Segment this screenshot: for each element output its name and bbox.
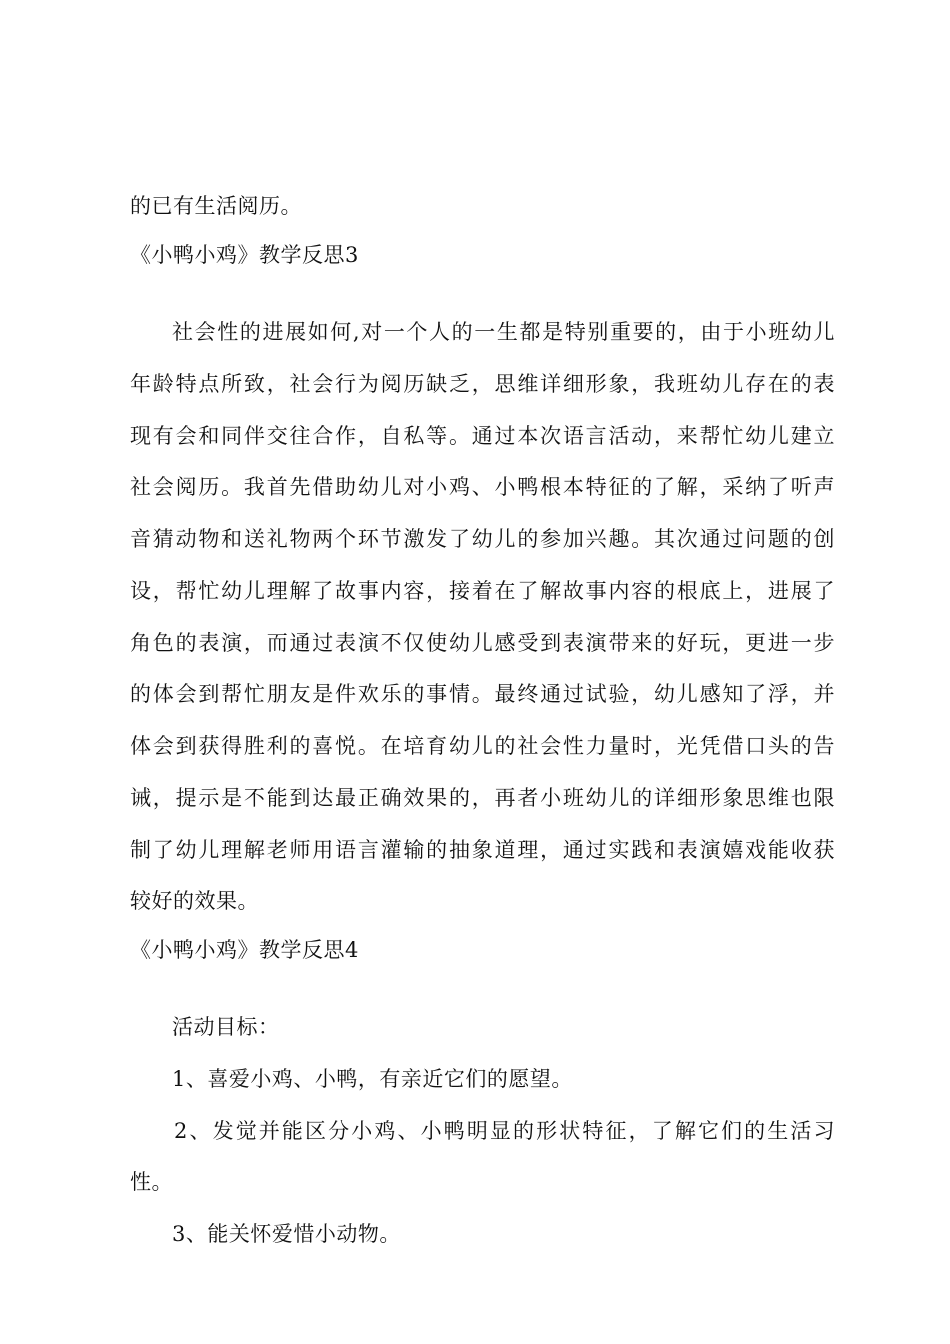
paragraph-line: 的体会到帮忙朋友是件欢乐的事情。最终通过试验，幼儿感知了浮，并 — [130, 682, 835, 706]
paragraph-line: 现有会和同伴交往合作，自私等。通过本次语言活动，来帮忙幼儿建立 — [130, 424, 835, 448]
paragraph-line: 音猜动物和送礼物两个环节激发了幼儿的参加兴趣。其次通过问题的创 — [130, 527, 835, 551]
paragraph-line: 制了幼儿理解老师用语言灌输的抽象道理，通过实践和表演嬉戏能收获 — [130, 838, 835, 862]
paragraph-line: 体会到获得胜利的喜悦。在培育幼儿的社会性力量时，光凭借口头的告 — [130, 734, 835, 758]
paragraph-line: 较好的效果。 — [130, 889, 259, 913]
intro-tail-text: 的已有生活阅历。 — [130, 194, 302, 218]
goal-item-2-continued: 性。 — [130, 1170, 173, 1194]
goal-item-2: 2、发觉并能区分小鸡、小鸭明显的形状特征，了解它们的生活习 — [174, 1119, 835, 1143]
paragraph-line: 社会阅历。我首先借助幼儿对小鸡、小鸭根本特征的了解，采纳了听声 — [130, 475, 835, 499]
paragraph-line: 诫，提示是不能到达最正确效果的，再者小班幼儿的详细形象思维也限 — [130, 786, 835, 810]
paragraph-line: 社会性的进展如何,对一个人的一生都是特别重要的，由于小班幼儿 — [172, 320, 835, 344]
paragraph-line: 年龄特点所致，社会行为阅历缺乏，思维详细形象，我班幼儿存在的表 — [130, 372, 835, 396]
paragraph-line: 设，帮忙幼儿理解了故事内容，接着在了解故事内容的根底上，进展了 — [130, 579, 835, 603]
section-4-title: 《小鸭小鸡》教学反思4 — [130, 938, 359, 962]
goals-heading: 活动目标： — [172, 1015, 280, 1039]
goal-item-1: 1、喜爱小鸡、小鸭，有亲近它们的愿望。 — [172, 1067, 573, 1091]
section-3-title: 《小鸭小鸡》教学反思3 — [130, 243, 359, 267]
goal-item-3: 3、能关怀爱惜小动物。 — [172, 1222, 401, 1246]
paragraph-line: 角色的表演，而通过表演不仅使幼儿感受到表演带来的好玩，更进一步 — [130, 631, 835, 655]
